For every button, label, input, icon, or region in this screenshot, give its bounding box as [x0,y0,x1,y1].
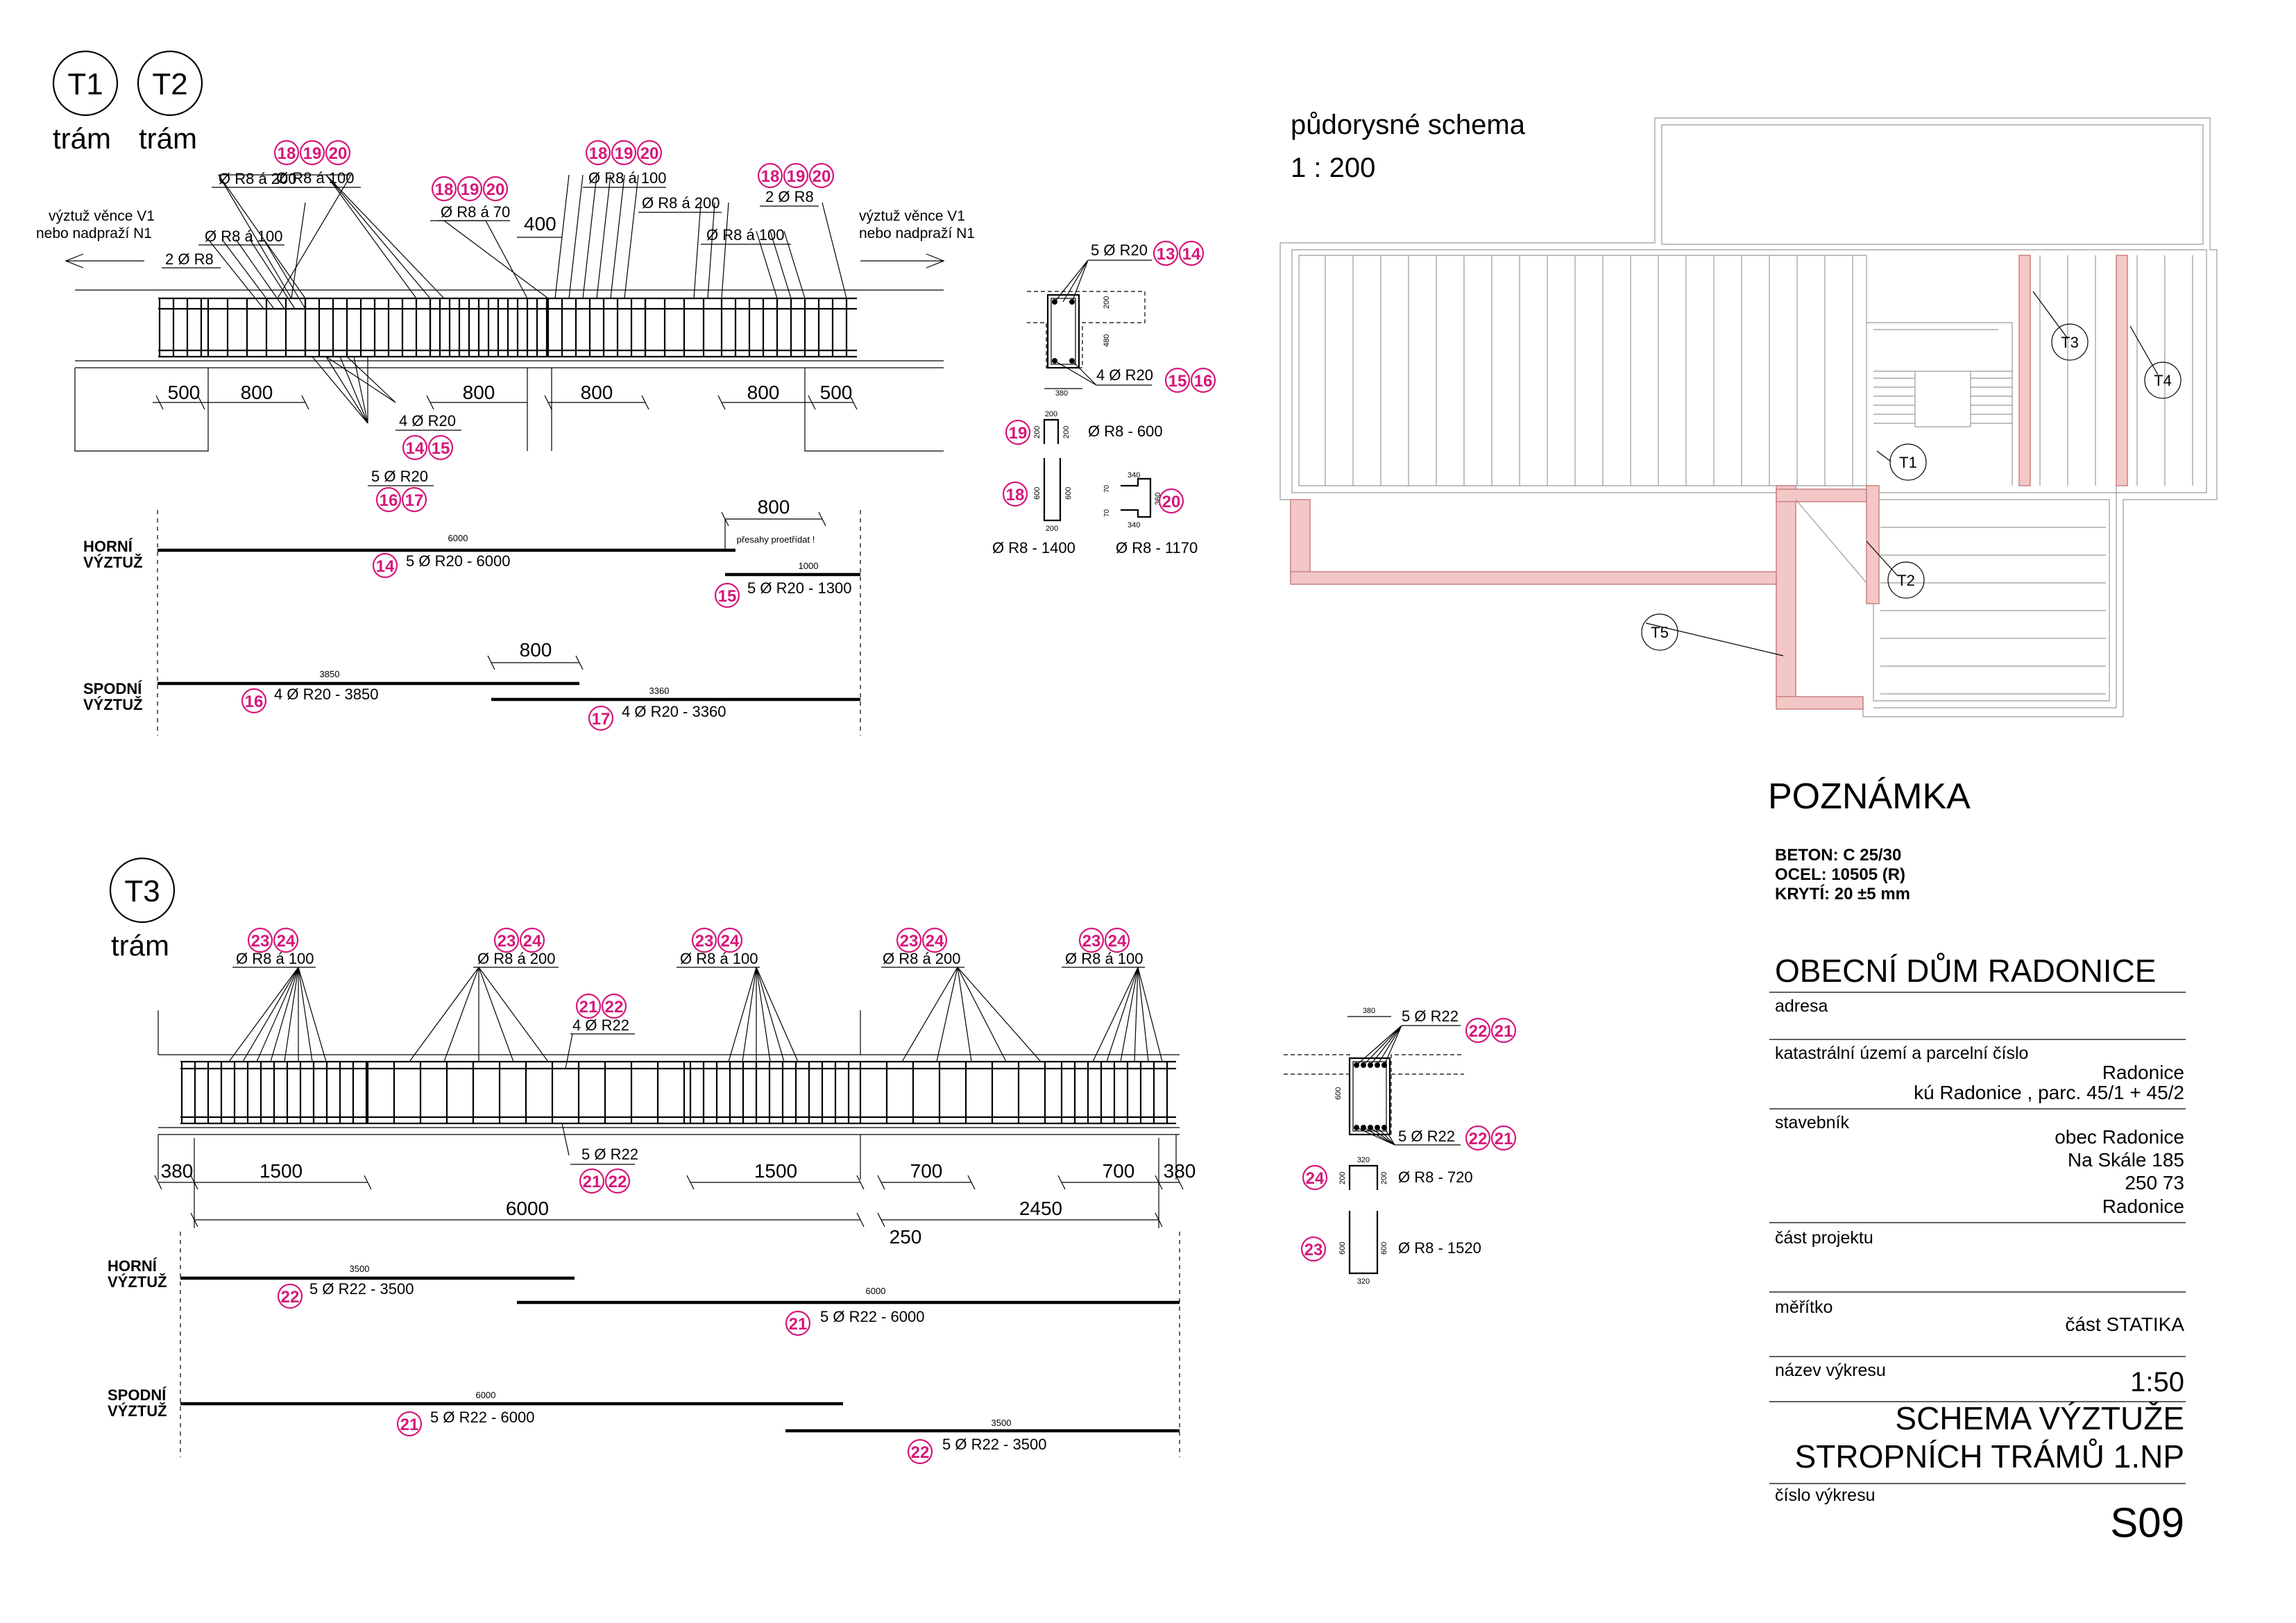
tag-group [377,488,426,511]
note-heading: POZNÁMKA [1768,776,1971,817]
svg-text:600: 600 [1380,1241,1388,1255]
svg-text:16: 16 [244,692,264,711]
tag-group [403,436,452,459]
svg-text:6000: 6000 [865,1286,886,1296]
right-note: výztuž věnce V1 [859,208,965,224]
svg-text:Ø R8 á 200: Ø R8 á 200 [477,950,556,967]
svg-text:katastrální území a parcelní č: katastrální území a parcelní číslo [1775,1044,2029,1063]
svg-text:5 Ø R22 - 3500: 5 Ø R22 - 3500 [309,1280,414,1298]
svg-text:T2: T2 [1897,572,1915,589]
svg-text:6000: 6000 [448,533,468,543]
dim-400: 400 [524,213,556,235]
svg-text:Radonice: Radonice [2102,1062,2184,1083]
plan-mark-t2 [1888,562,1924,598]
beam-t1-t2-elevation [36,51,975,511]
svg-text:T4: T4 [2154,372,2172,389]
svg-text:15: 15 [431,439,450,458]
svg-text:6000: 6000 [475,1390,496,1400]
svg-text:T1: T1 [1899,454,1917,471]
svg-text:24: 24 [522,932,542,951]
left-note: nebo nadpraží N1 [36,226,152,241]
dim-value: 800 [747,382,780,403]
svg-text:23: 23 [497,932,516,951]
bar-label-r8a200-mid: Ø R8 á 200 [642,194,720,212]
svg-text:5 Ø R22 - 6000: 5 Ø R22 - 6000 [820,1308,925,1325]
svg-text:1500: 1500 [754,1160,798,1182]
svg-text:22: 22 [280,1288,300,1307]
svg-text:340: 340 [1128,521,1141,529]
svg-text:Ø R8 á 100: Ø R8 á 100 [236,950,314,967]
svg-text:480: 480 [1103,334,1111,347]
tag-group [692,928,742,952]
svg-text:70: 70 [1103,484,1111,493]
svg-text:T3: T3 [2061,334,2079,351]
svg-text:5 Ø R22 - 3500: 5 Ø R22 - 3500 [942,1436,1047,1453]
svg-text:200: 200 [1338,1171,1347,1184]
stirrup-group-t3 [182,1062,1167,1123]
svg-text:13: 13 [1156,245,1175,264]
tram-label: trám [139,122,197,155]
svg-text:19: 19 [786,167,806,186]
plan-mark-t3 [2052,324,2088,360]
title-block [1769,952,2186,1546]
bar-label-r8a200: Ø R8 á 200 [219,170,297,187]
bar-label-r8a70: Ø R8 á 70 [441,203,511,221]
svg-text:24: 24 [1305,1169,1325,1188]
svg-text:250: 250 [889,1226,922,1248]
svg-text:70: 70 [1103,509,1111,517]
beam-plan-t5 [1291,572,1776,584]
svg-text:VÝZTUŽ: VÝZTUŽ [108,1402,167,1420]
svg-text:200: 200 [1380,1171,1388,1184]
svg-text:3500: 3500 [991,1418,1012,1428]
svg-text:19: 19 [614,144,633,163]
svg-text:1000: 1000 [798,561,819,571]
svg-text:3360: 3360 [649,686,670,696]
svg-text:18: 18 [1005,486,1025,504]
dim-value: 500 [167,382,201,403]
svg-text:OCEL: 10505 (R): OCEL: 10505 (R) [1775,865,1906,884]
svg-text:kú Radonice , parc. 45/1 + 45/: kú Radonice , parc. 45/1 + 45/2 [1914,1082,2184,1103]
svg-text:320: 320 [1357,1277,1370,1286]
plan-mark-t1 [1890,444,1926,480]
dim-value: 500 [819,382,853,403]
svg-text:BETON: C 25/30: BETON: C 25/30 [1775,846,1902,865]
svg-text:21: 21 [579,998,598,1017]
plan-scale: 1 : 200 [1291,153,1376,183]
svg-text:Ø R8 - 1520: Ø R8 - 1520 [1398,1239,1481,1257]
tag-group [758,164,833,187]
svg-text:18: 18 [277,144,296,163]
svg-text:22: 22 [1468,1130,1488,1148]
svg-text:22: 22 [910,1443,930,1462]
svg-text:18: 18 [588,144,608,163]
svg-text:600: 600 [1334,1087,1343,1100]
cross-section-t1 [992,241,1215,556]
svg-text:22: 22 [1468,1022,1488,1041]
svg-text:23: 23 [1082,932,1101,951]
svg-text:Ø R8 - 720: Ø R8 - 720 [1398,1169,1473,1186]
section-label: 5 Ø R20 [1091,241,1148,259]
tag-group [577,994,626,1018]
svg-text:23: 23 [695,932,714,951]
svg-text:19: 19 [303,144,322,163]
svg-text:21: 21 [788,1315,808,1334]
drawing-number: S09 [2110,1499,2184,1546]
svg-text:3500: 3500 [349,1264,370,1274]
svg-text:17: 17 [591,710,611,729]
bar-label-r8a100-top: Ø R8 á 100 [276,169,355,187]
tram-label: trám [111,929,169,962]
svg-text:název výkresu: název výkresu [1775,1361,1886,1380]
beam-plan-t4 [2116,255,2127,486]
row-label: VÝZTUŽ [83,696,143,713]
dim-value: 800 [462,382,495,403]
svg-text:14: 14 [405,439,425,458]
bar-label-5r20: 5 Ø R20 [371,468,428,485]
tag-group [495,928,544,952]
beam-t3-elevation [110,858,1196,1248]
svg-text:obec Radonice: obec Radonice [2055,1126,2184,1148]
svg-text:16: 16 [379,491,398,510]
svg-text:200: 200 [1033,425,1041,439]
svg-text:22: 22 [604,998,624,1017]
plan-title: půdorysné schema [1291,110,1525,140]
tag-group [275,141,350,164]
cross-section-t3 [1284,1007,1515,1286]
plan-mark-t4 [2145,362,2181,398]
bar-label-r8a100-right: Ø R8 á 100 [706,226,785,244]
svg-text:15: 15 [1168,372,1187,391]
beam-plan [1291,500,1310,577]
drawing-title: SCHEMA VÝZTUŽE [1895,1400,2184,1436]
tag-group [248,928,298,952]
svg-text:5 Ø R22: 5 Ø R22 [581,1146,638,1163]
tram-label: trám [53,122,111,155]
floor-plan [1280,110,2217,717]
slab-joists [1325,255,2193,486]
svg-text:5 Ø R22 - 6000: 5 Ø R22 - 6000 [430,1409,535,1426]
svg-text:T5: T5 [1651,624,1669,641]
bar-schedule-t1-t2 [83,496,860,736]
svg-text:SPODNÍ: SPODNÍ [108,1386,167,1404]
bar-spec: 4 Ø R20 - 3850 [274,686,379,703]
svg-text:600: 600 [1064,486,1073,500]
row-label: SPODNÍ [83,680,142,697]
svg-text:600: 600 [1338,1241,1347,1255]
svg-text:380: 380 [160,1160,194,1182]
tag-group [432,177,507,201]
svg-text:24: 24 [720,932,740,951]
svg-text:20: 20 [486,180,505,199]
svg-text:700: 700 [910,1160,943,1182]
bar-schedule-t3 [108,1232,1180,1463]
svg-text:14: 14 [375,557,395,576]
stirrup-spec: Ø R8 - 600 [1088,423,1163,440]
tag-group [897,928,946,952]
svg-text:3850: 3850 [319,669,340,679]
plan-mark-t5 [1642,614,1678,650]
project-name: OBECNÍ DŮM RADONICE [1775,953,2157,989]
note-block [1768,776,1971,903]
bar-spec: 4 Ø R20 - 3360 [622,703,726,720]
svg-text:5 Ø R22: 5 Ø R22 [1402,1008,1459,1025]
bar-label-r8a100: Ø R8 á 100 [205,228,283,245]
svg-text:250 73: 250 73 [2125,1172,2184,1193]
svg-text:17: 17 [405,491,424,510]
dim-value: 800 [580,382,613,403]
svg-text:Ø R8 á 100: Ø R8 á 100 [1065,950,1143,967]
svg-text:KRYTÍ: 20 ±5 mm: KRYTÍ: 20 ±5 mm [1775,885,1910,903]
svg-text:část STATIKA: část STATIKA [2065,1314,2184,1335]
bar-label-2r8-left: 2 Ø R8 [165,250,214,268]
svg-text:VÝZTUŽ: VÝZTUŽ [108,1273,167,1291]
beam-plan-t2 [1866,486,1879,604]
svg-text:18: 18 [434,180,454,199]
svg-text:21: 21 [1494,1130,1513,1148]
svg-text:část projektu: část projektu [1775,1228,1873,1248]
dim-value: 800 [240,382,273,403]
svg-text:200: 200 [1045,525,1059,533]
svg-text:14: 14 [1182,245,1201,264]
svg-text:5 Ø R22: 5 Ø R22 [1398,1128,1455,1145]
svg-text:22: 22 [608,1173,627,1191]
svg-text:4 Ø R22: 4 Ø R22 [572,1017,629,1034]
svg-text:15: 15 [717,587,737,606]
row-label: HORNÍ [83,538,133,555]
bar-label-r8a100-mid: Ø R8 á 100 [588,169,667,187]
left-note: výztuž věnce V1 [49,208,155,224]
svg-text:24: 24 [276,932,296,951]
svg-text:Ø R8 á 100: Ø R8 á 100 [680,950,758,967]
tag-group [586,141,661,164]
svg-text:20: 20 [328,144,348,163]
svg-text:19: 19 [1008,424,1028,443]
staircase [1873,371,2106,694]
bar-spec: 5 Ø R20 - 1300 [747,579,852,597]
svg-text:19: 19 [460,180,479,199]
svg-text:21: 21 [400,1416,419,1434]
svg-text:700: 700 [1102,1160,1135,1182]
svg-text:16: 16 [1193,372,1213,391]
svg-text:T3: T3 [124,874,160,908]
svg-text:přesahy proetřídat !: přesahy proetřídat ! [736,534,815,545]
beam-plan-t1 [1776,489,1866,502]
drawing-title: STROPNÍCH TRÁMŮ 1.NP [1794,1438,2184,1475]
tag-group [580,1169,629,1193]
beam-mark-t2-text: T2 [152,67,188,101]
svg-text:číslo výkresu: číslo výkresu [1775,1486,1876,1505]
dim-800: 800 [519,639,552,661]
svg-text:23: 23 [899,932,919,951]
svg-text:200: 200 [1044,410,1058,418]
svg-text:380: 380 [1055,389,1069,398]
stirrup-spec: Ø R8 - 1170 [1116,539,1198,556]
svg-text:24: 24 [1107,932,1127,951]
svg-text:380: 380 [1362,1007,1376,1015]
section-label: 4 Ø R20 [1096,366,1153,384]
svg-text:340: 340 [1128,471,1141,479]
svg-text:6000: 6000 [505,1198,550,1219]
svg-text:23: 23 [250,932,270,951]
svg-text:1:50: 1:50 [2130,1367,2184,1397]
row-label: VÝZTUŽ [83,554,143,571]
beam-mark-t1-text: T1 [67,67,103,101]
tag-group [1080,928,1129,952]
svg-text:380: 380 [1163,1160,1196,1182]
svg-text:200: 200 [1103,296,1111,309]
svg-text:Na Skále 185: Na Skále 185 [2067,1149,2184,1171]
svg-text:21: 21 [1494,1022,1513,1041]
beam-plan [1776,697,1863,709]
svg-text:HORNÍ: HORNÍ [108,1257,157,1275]
svg-text:20: 20 [640,144,659,163]
dim-800: 800 [757,496,790,518]
svg-text:20: 20 [1162,493,1181,511]
svg-text:stavebník: stavebník [1775,1113,1850,1132]
svg-text:20: 20 [812,167,831,186]
svg-text:18: 18 [760,167,780,186]
svg-text:adresa: adresa [1775,996,1828,1016]
svg-text:Radonice: Radonice [2102,1196,2184,1217]
bar-label-4r20: 4 Ø R20 [399,412,456,430]
stirrup-spec: Ø R8 - 1400 [992,539,1075,556]
right-note: nebo nadpraží N1 [859,226,975,241]
svg-text:1500: 1500 [259,1160,303,1182]
svg-text:200: 200 [1062,425,1071,439]
bar-label-2r8-right: 2 Ø R8 [765,188,814,205]
svg-text:23: 23 [1304,1241,1323,1259]
svg-text:21: 21 [582,1173,602,1191]
svg-text:24: 24 [925,932,944,951]
svg-text:360: 360 [1154,492,1162,505]
svg-text:Ø R8 á 200: Ø R8 á 200 [883,950,961,967]
svg-text:320: 320 [1357,1156,1370,1164]
svg-text:měřítko: měřítko [1775,1298,1833,1317]
svg-text:600: 600 [1033,486,1041,500]
svg-text:2450: 2450 [1019,1198,1063,1219]
beam-plan-t3 [2019,255,2030,486]
bar-spec: 5 Ø R20 - 6000 [406,552,511,570]
beam-plan [1776,486,1796,702]
